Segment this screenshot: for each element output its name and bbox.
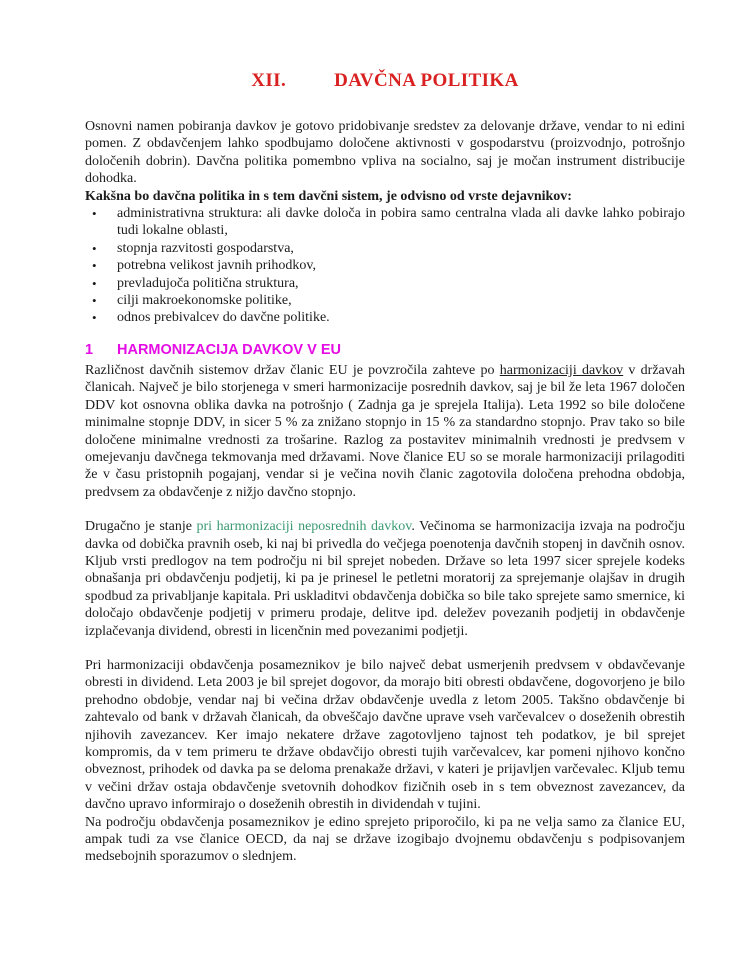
chapter-numeral: XII. <box>251 70 287 91</box>
highlight-phrase: pri harmonizaciji neposrednih davkov <box>196 519 412 535</box>
list-item-label: administrativna struktura: ali davke določa in pobira samo centralna vlada ali davke lahko pobirajo tudi lokalne oblasti, <box>117 206 685 239</box>
list-item <box>85 275 685 292</box>
intro-paragraph: Osnovni namen pobiranja davkov je gotovo pridobivanje sredstev za delovanje države, vendar to ni edini pomen. Z obdavčenjem lahko spodbujamo določene aktivnosti v gospodarstvu (proizvodnjo, potrošnjo določenih dobrin). Davčna politika pomembno vpliva na socialno, saj je močan instrument distribucije dohodka. <box>85 119 685 187</box>
list-item-label: prevladujoča politična struktura, <box>117 275 299 291</box>
list-item <box>85 309 685 326</box>
paragraph-run: . Večinoma se harmonizacija izvaja na področju davka od dobička pravnih oseb, ki naj bi privedla do večjega poenotenja davčnih stopenj in davčnih osnov. Kljub vrsti predlogov na tem področju ni bil sprejet nobeden. Države so leta 1997 sicer sprejele kodeks obnašanja pri obdavčenju podjetij, ki pa je prinesel le petletni moratorij za sprejemanje olajšav in drugih spodbud za privabljanje kapitala. Pri uskladitvi obdavčenja dobička so bile tako sprejete samo smernice, ki določajo obdavčenje podjetij v primeru prodaje, delitve ipd. deležev povezanih podjetij in obdavčenje izplačevanja dividend, obresti in licenčnin med povezanimi podjetji. <box>85 519 685 639</box>
bullet-icon: • <box>92 258 97 274</box>
list-item-label: odnos prebivalcev do davčne politike. <box>117 310 330 326</box>
list-item-label: stopnja razvitosti gospodarstva, <box>117 240 294 256</box>
list-item-label: cilji makroekonomske politike, <box>117 293 292 309</box>
list-item <box>85 205 685 240</box>
paragraph-indirect-taxes <box>85 362 685 501</box>
list-item <box>85 240 685 257</box>
section-heading-text: HARMONIZACIJA DAVKOV V EU <box>117 341 341 358</box>
section-number: 1 <box>85 341 94 358</box>
bullet-icon: • <box>92 240 97 256</box>
underlined-phrase: harmonizaciji davkov <box>499 362 624 378</box>
factors-lead: Kakšna bo davčna politika in s tem davčni sistem, je odvisno od vrste dejavnikov: <box>85 188 572 204</box>
chapter-title-text: DAVČNA POLITIKA <box>334 70 519 91</box>
bullet-icon: • <box>92 275 97 291</box>
bullet-icon: • <box>92 310 97 326</box>
factors-list <box>85 205 685 327</box>
paragraph-recommendation: Na področju obdavčenja posameznikov je edino sprejeto priporočilo, ki pa ne velja samo za članice EU, ampak tudi za vse članice OECD, da naj se države izogibajo dvojnemu obdavčenju s podpisovanjem medsebojnih sporazumov o slednjem. <box>85 814 685 865</box>
paragraph-run: Različnost davčnih sistemov držav članic EU je povzročila zahteve po <box>85 362 500 378</box>
bullet-icon: • <box>92 206 97 222</box>
list-item <box>85 257 685 274</box>
paragraph-individuals: Pri harmonizaciji obdavčenja posameznikov je bilo največ debat usmerjenih predvsem v obdavčevanje obresti in dividend. Leta 2003 je bil sprejet dogovor, da morajo biti obresti obdavčene, dogovorjeno je bilo prehodno obdobje, vendar naj bi večina držav obdavčenje uvedla z letom 2005. Takšno obdavčenje bi zahtevalo od bank v državah članicah, da obveščajo davčne uprave vseh varčevalcev o doseženih obrestih njihovih zavezancev. Ker imajo nekatere države zagotovljeno tajnost teh podatkov, je bil sprejet kompromis, da v tem primeru te države obdavčijo obresti tujih varčevalcev, kar pomeni njihovo končno obveznost, prihodek od davka pa se deloma prenakaže državi, v kateri je prijavljen varčevalec. Kljub temu v večini držav ostaja obdavčenje svetovnih dohodkov fizičnih oseb in s tem obveznost zavezancev, da davčno upravo informirajo o doseženih obrestih in dividendah v tujini. <box>85 657 685 813</box>
paragraph-run: v državah članicah. Največ je bilo storjenega v smeri harmonizacije posrednih davkov, saj je bil že leta 1967 določen DDV kot osnovna oblika davka na potrošnjo ( Zadnja ga je sprejela Italija). Leta 1992 so bile določene minimalne stopnje DDV, in sicer 5 % za znižano stopnjo in 15 % za standardno stopnjo. Prav tako so bile določene minimalne vrednosti za trošarine. Razlog za postavitev minimalnih vrednosti je predvsem v omejevanju davčnega tekmovanja med državami. Nove članice EU so se morale harmonizaciji prilagoditi že v času pristopnih pogajanj, vendar si je večina novih članic zagotovila določena prehodna obdobja, predvsem za obdavčenje z nižjo davčno stopnjo. <box>85 362 685 500</box>
list-item-label: potrebna velikost javnih prihodkov, <box>117 258 316 274</box>
paragraph-direct-taxes <box>85 518 685 640</box>
bullet-icon: • <box>92 293 97 309</box>
section-heading <box>85 341 685 359</box>
paragraph-run: Drugačno je stanje <box>85 519 197 535</box>
list-item <box>85 292 685 309</box>
chapter-title <box>85 70 685 92</box>
